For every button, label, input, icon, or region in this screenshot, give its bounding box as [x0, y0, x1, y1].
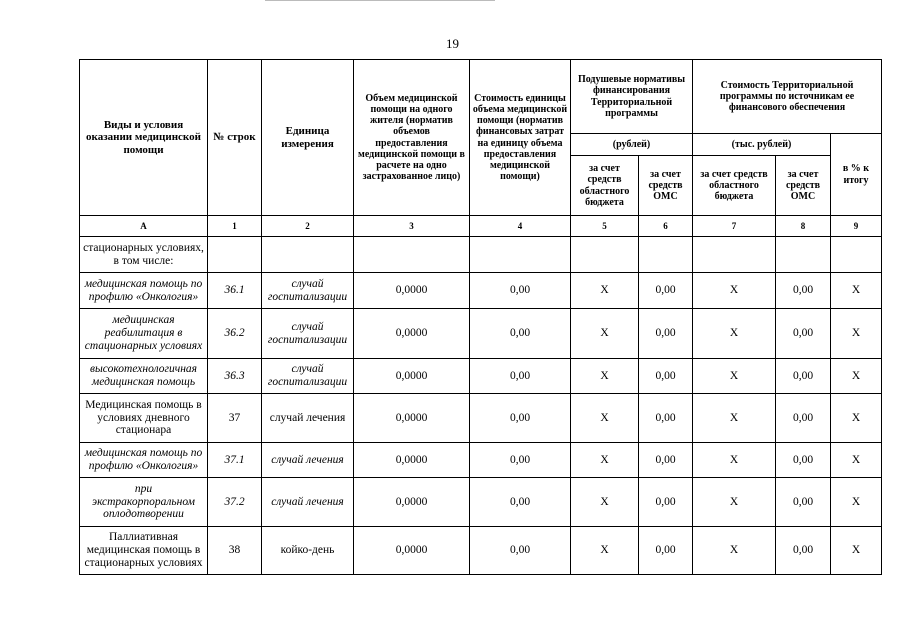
row-oms-per-capita: 0,00: [639, 443, 693, 478]
table-row: [80, 443, 882, 478]
row-oms-cost: 0,00: [776, 309, 831, 359]
row-volume: 0,0000: [354, 273, 470, 309]
row-number: 37: [208, 394, 262, 443]
index-cell: 7: [693, 216, 776, 237]
row-percent: X: [831, 443, 882, 478]
index-cell: 6: [639, 216, 693, 237]
row-name: медицинская помощь по профилю «Онкология»: [80, 443, 208, 478]
row-number: 36.2: [208, 309, 262, 359]
row-percent: X: [831, 394, 882, 443]
table-row: [80, 394, 882, 443]
header-col-3: Объем медицинской помощи на одного жителя (норматив объемов предоставления медицинской помощи в расчете на одно застрахованное лицо): [354, 60, 470, 216]
row-oms-per-capita: 0,00: [639, 478, 693, 527]
row-oms-cost: 0,00: [776, 359, 831, 394]
row-oms-cost: 0,00: [776, 443, 831, 478]
row-volume: 0,0000: [354, 443, 470, 478]
scan-top-rule: [265, 0, 495, 1]
table-row: [80, 237, 882, 273]
row-volume: 0,0000: [354, 359, 470, 394]
row-unit-cost: 0,00: [470, 394, 571, 443]
header-col-9: в % к итогу: [831, 134, 882, 216]
row-name: Медицинская помощь в условиях дневного стационара: [80, 394, 208, 443]
row-oms-cost: 0,00: [776, 394, 831, 443]
row-name: Паллиативная медицинская помощь в стационарных условиях: [80, 527, 208, 575]
header-group-cost: Стоимость Территориальной программы по источникам ее финансового обеспечения: [693, 60, 882, 134]
row-percent: X: [831, 478, 882, 527]
row-budget-cost: X: [693, 359, 776, 394]
row-volume: 0,0000: [354, 309, 470, 359]
row-budget-per-capita: [571, 237, 639, 273]
row-budget-cost: X: [693, 443, 776, 478]
row-unit: случай госпитализации: [262, 309, 354, 359]
row-unit-cost: 0,00: [470, 527, 571, 575]
row-unit: койко-день: [262, 527, 354, 575]
financing-table: [79, 59, 882, 575]
row-percent: X: [831, 309, 882, 359]
row-budget-cost: X: [693, 309, 776, 359]
header-col-6: за счет средств ОМС: [639, 156, 693, 216]
row-percent: X: [831, 273, 882, 309]
row-name: при экстракорпоральном оплодотворении: [80, 478, 208, 527]
row-volume: 0,0000: [354, 527, 470, 575]
row-unit: случай лечения: [262, 443, 354, 478]
row-percent: X: [831, 527, 882, 575]
row-unit-cost: 0,00: [470, 359, 571, 394]
row-unit-cost: 0,00: [470, 443, 571, 478]
header-col-1: № строк: [208, 60, 262, 216]
row-budget-per-capita: X: [571, 478, 639, 527]
row-oms-per-capita: 0,00: [639, 273, 693, 309]
row-oms-per-capita: 0,00: [639, 359, 693, 394]
row-oms-cost: 0,00: [776, 527, 831, 575]
row-name: медицинская помощь по профилю «Онкология»: [80, 273, 208, 309]
row-budget-per-capita: X: [571, 527, 639, 575]
row-budget-cost: X: [693, 273, 776, 309]
row-budget-cost: X: [693, 394, 776, 443]
row-unit-cost: 0,00: [470, 273, 571, 309]
header-col-5: за счет средств областного бюджета: [571, 156, 639, 216]
header-col-7: за счет средств областного бюджета: [693, 156, 776, 216]
row-unit: случай лечения: [262, 394, 354, 443]
row-budget-cost: [693, 237, 776, 273]
row-name: стационарных условиях, в том числе:: [80, 237, 208, 273]
index-cell: 8: [776, 216, 831, 237]
row-volume: 0,0000: [354, 478, 470, 527]
table-row: [80, 273, 882, 309]
page-number: 19: [446, 36, 459, 51]
row-oms-cost: 0,00: [776, 478, 831, 527]
row-oms-per-capita: 0,00: [639, 527, 693, 575]
row-oms-cost: [776, 237, 831, 273]
header-col-2: Единица измерения: [262, 60, 354, 216]
index-cell: А: [80, 216, 208, 237]
row-name: медицинская реабилитация в стационарных условиях: [80, 309, 208, 359]
row-unit: случай лечения: [262, 478, 354, 527]
row-number: 36.3: [208, 359, 262, 394]
row-unit: [262, 237, 354, 273]
row-unit-cost: 0,00: [470, 478, 571, 527]
row-number: 36.1: [208, 273, 262, 309]
index-cell: 1: [208, 216, 262, 237]
row-budget-per-capita: X: [571, 443, 639, 478]
header-col-4: Стоимость единицы объема медицинской помощи (норматив финансовых затрат на единицу объема предоставления медицинской помощи): [470, 60, 571, 216]
index-cell: 9: [831, 216, 882, 237]
row-unit: случай госпитализации: [262, 273, 354, 309]
row-unit: случай госпитализации: [262, 359, 354, 394]
index-cell: 2: [262, 216, 354, 237]
row-budget-cost: X: [693, 527, 776, 575]
row-unit-cost: 0,00: [470, 309, 571, 359]
row-percent: X: [831, 359, 882, 394]
index-cell: 3: [354, 216, 470, 237]
row-number: 37.2: [208, 478, 262, 527]
row-oms-per-capita: 0,00: [639, 394, 693, 443]
index-row: [80, 216, 882, 237]
row-name: высокотехнологичная медицинская помощь: [80, 359, 208, 394]
index-cell: 5: [571, 216, 639, 237]
header-group-per-capita: Подушевые нормативы финансирования Территориальной программы: [571, 60, 693, 134]
table-body: [80, 237, 882, 575]
table-header: [80, 60, 882, 237]
row-unit-cost: [470, 237, 571, 273]
row-number: [208, 237, 262, 273]
table-row: [80, 478, 882, 527]
row-number: 37.1: [208, 443, 262, 478]
table-row: [80, 527, 882, 575]
row-budget-per-capita: X: [571, 359, 639, 394]
table-row: [80, 359, 882, 394]
table-row: [80, 309, 882, 359]
header-col-8: за счет средств ОМС: [776, 156, 831, 216]
index-cell: 4: [470, 216, 571, 237]
row-budget-per-capita: X: [571, 309, 639, 359]
row-oms-per-capita: 0,00: [639, 309, 693, 359]
row-volume: [354, 237, 470, 273]
row-oms-per-capita: [639, 237, 693, 273]
row-oms-cost: 0,00: [776, 273, 831, 309]
row-number: 38: [208, 527, 262, 575]
row-budget-cost: X: [693, 478, 776, 527]
header-unit-thousand-rub: (тыс. рублей): [693, 134, 831, 156]
row-budget-per-capita: X: [571, 394, 639, 443]
row-budget-per-capita: X: [571, 273, 639, 309]
row-percent: [831, 237, 882, 273]
header-col-a: Виды и условия оказании медицинской помощи: [80, 60, 208, 216]
row-volume: 0,0000: [354, 394, 470, 443]
header-unit-rub: (рублей): [571, 134, 693, 156]
